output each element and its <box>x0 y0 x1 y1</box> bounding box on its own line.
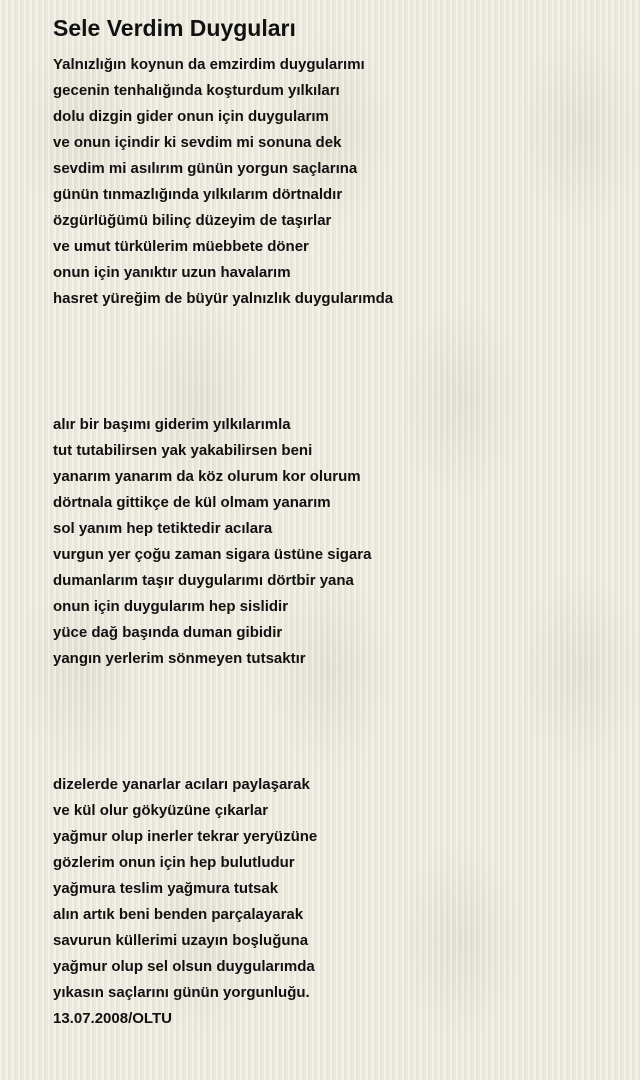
poem-line: özgürlüğümü bilinç düzeyim de taşırlar <box>53 212 332 229</box>
poem-line: yağmura teslim yağmura tutsak <box>53 880 279 897</box>
poem-line: sol yanım hep tetiktedir acılara <box>53 520 273 537</box>
poem-line: ve onun içindir ki sevdim mi sonuna dek <box>53 134 342 151</box>
poem-line: alın artık beni benden parçalayarak <box>53 906 304 923</box>
poem-line: tut tutabilirsen yak yakabilirsen beni <box>53 442 313 459</box>
poem-line: gecenin tenhalığında koşturdum yılkıları <box>53 82 340 99</box>
poem-line: sevdim mi asılırım günün yorgun saçlarına <box>53 160 358 177</box>
poem-line: ve kül olur gökyüzüne çıkarlar <box>53 802 269 819</box>
poem-line: ve umut türkülerim müebbete döner <box>53 238 309 255</box>
poem-line: yıkasın saçlarını günün yorgunluğu. <box>53 984 310 1001</box>
poem-line: dolu dizgin gider onun için duygularım <box>53 108 329 125</box>
poem-line: dizelerde yanarlar acıları paylaşarak <box>53 776 310 793</box>
stanza-3 <box>53 772 317 1032</box>
poem-line: onun için yanıktır uzun havalarım <box>53 264 291 281</box>
poem-line: hasret yüreğim de büyür yalnızlık duygularımda <box>53 290 394 307</box>
poem-line: vurgun yer çoğu zaman sigara üstüne sigara <box>53 546 372 563</box>
poem-line: yanarım yanarım da köz olurum kor olurum <box>53 468 361 485</box>
poem-line: dumanlarım taşır duygularımı dörtbir yana <box>53 572 354 589</box>
poem-title: Sele Verdim Duyguları <box>53 15 296 41</box>
poem-line: onun için duygularım hep sislidir <box>53 598 289 615</box>
poem-line: yüce dağ başında duman gibidir <box>53 624 283 641</box>
poem-signature: 13.07.2008/OLTU <box>53 1010 172 1027</box>
poem-line: yangın yerlerim sönmeyen tutsaktır <box>53 650 306 667</box>
poem-line: gözlerim onun için hep bulutludur <box>53 854 295 871</box>
poem-line: Yalnızlığın koynun da emzirdim duygularımı <box>53 56 365 73</box>
poem-line: yağmur olup sel olsun duygularımda <box>53 958 315 975</box>
poem-line: alır bir başımı giderim yılkılarımla <box>53 416 291 433</box>
poem-line: yağmur olup inerler tekrar yeryüzüne <box>53 828 318 845</box>
poem-line: savurun küllerimi uzayın boşluğuna <box>53 932 309 949</box>
stanza-2 <box>53 412 371 672</box>
poem-line: dörtnala gittikçe de kül olmam yanarım <box>53 494 331 511</box>
poem-line: günün tınmazlığında yılkılarım dörtnaldır <box>53 186 343 203</box>
stanza-1 <box>53 52 393 312</box>
